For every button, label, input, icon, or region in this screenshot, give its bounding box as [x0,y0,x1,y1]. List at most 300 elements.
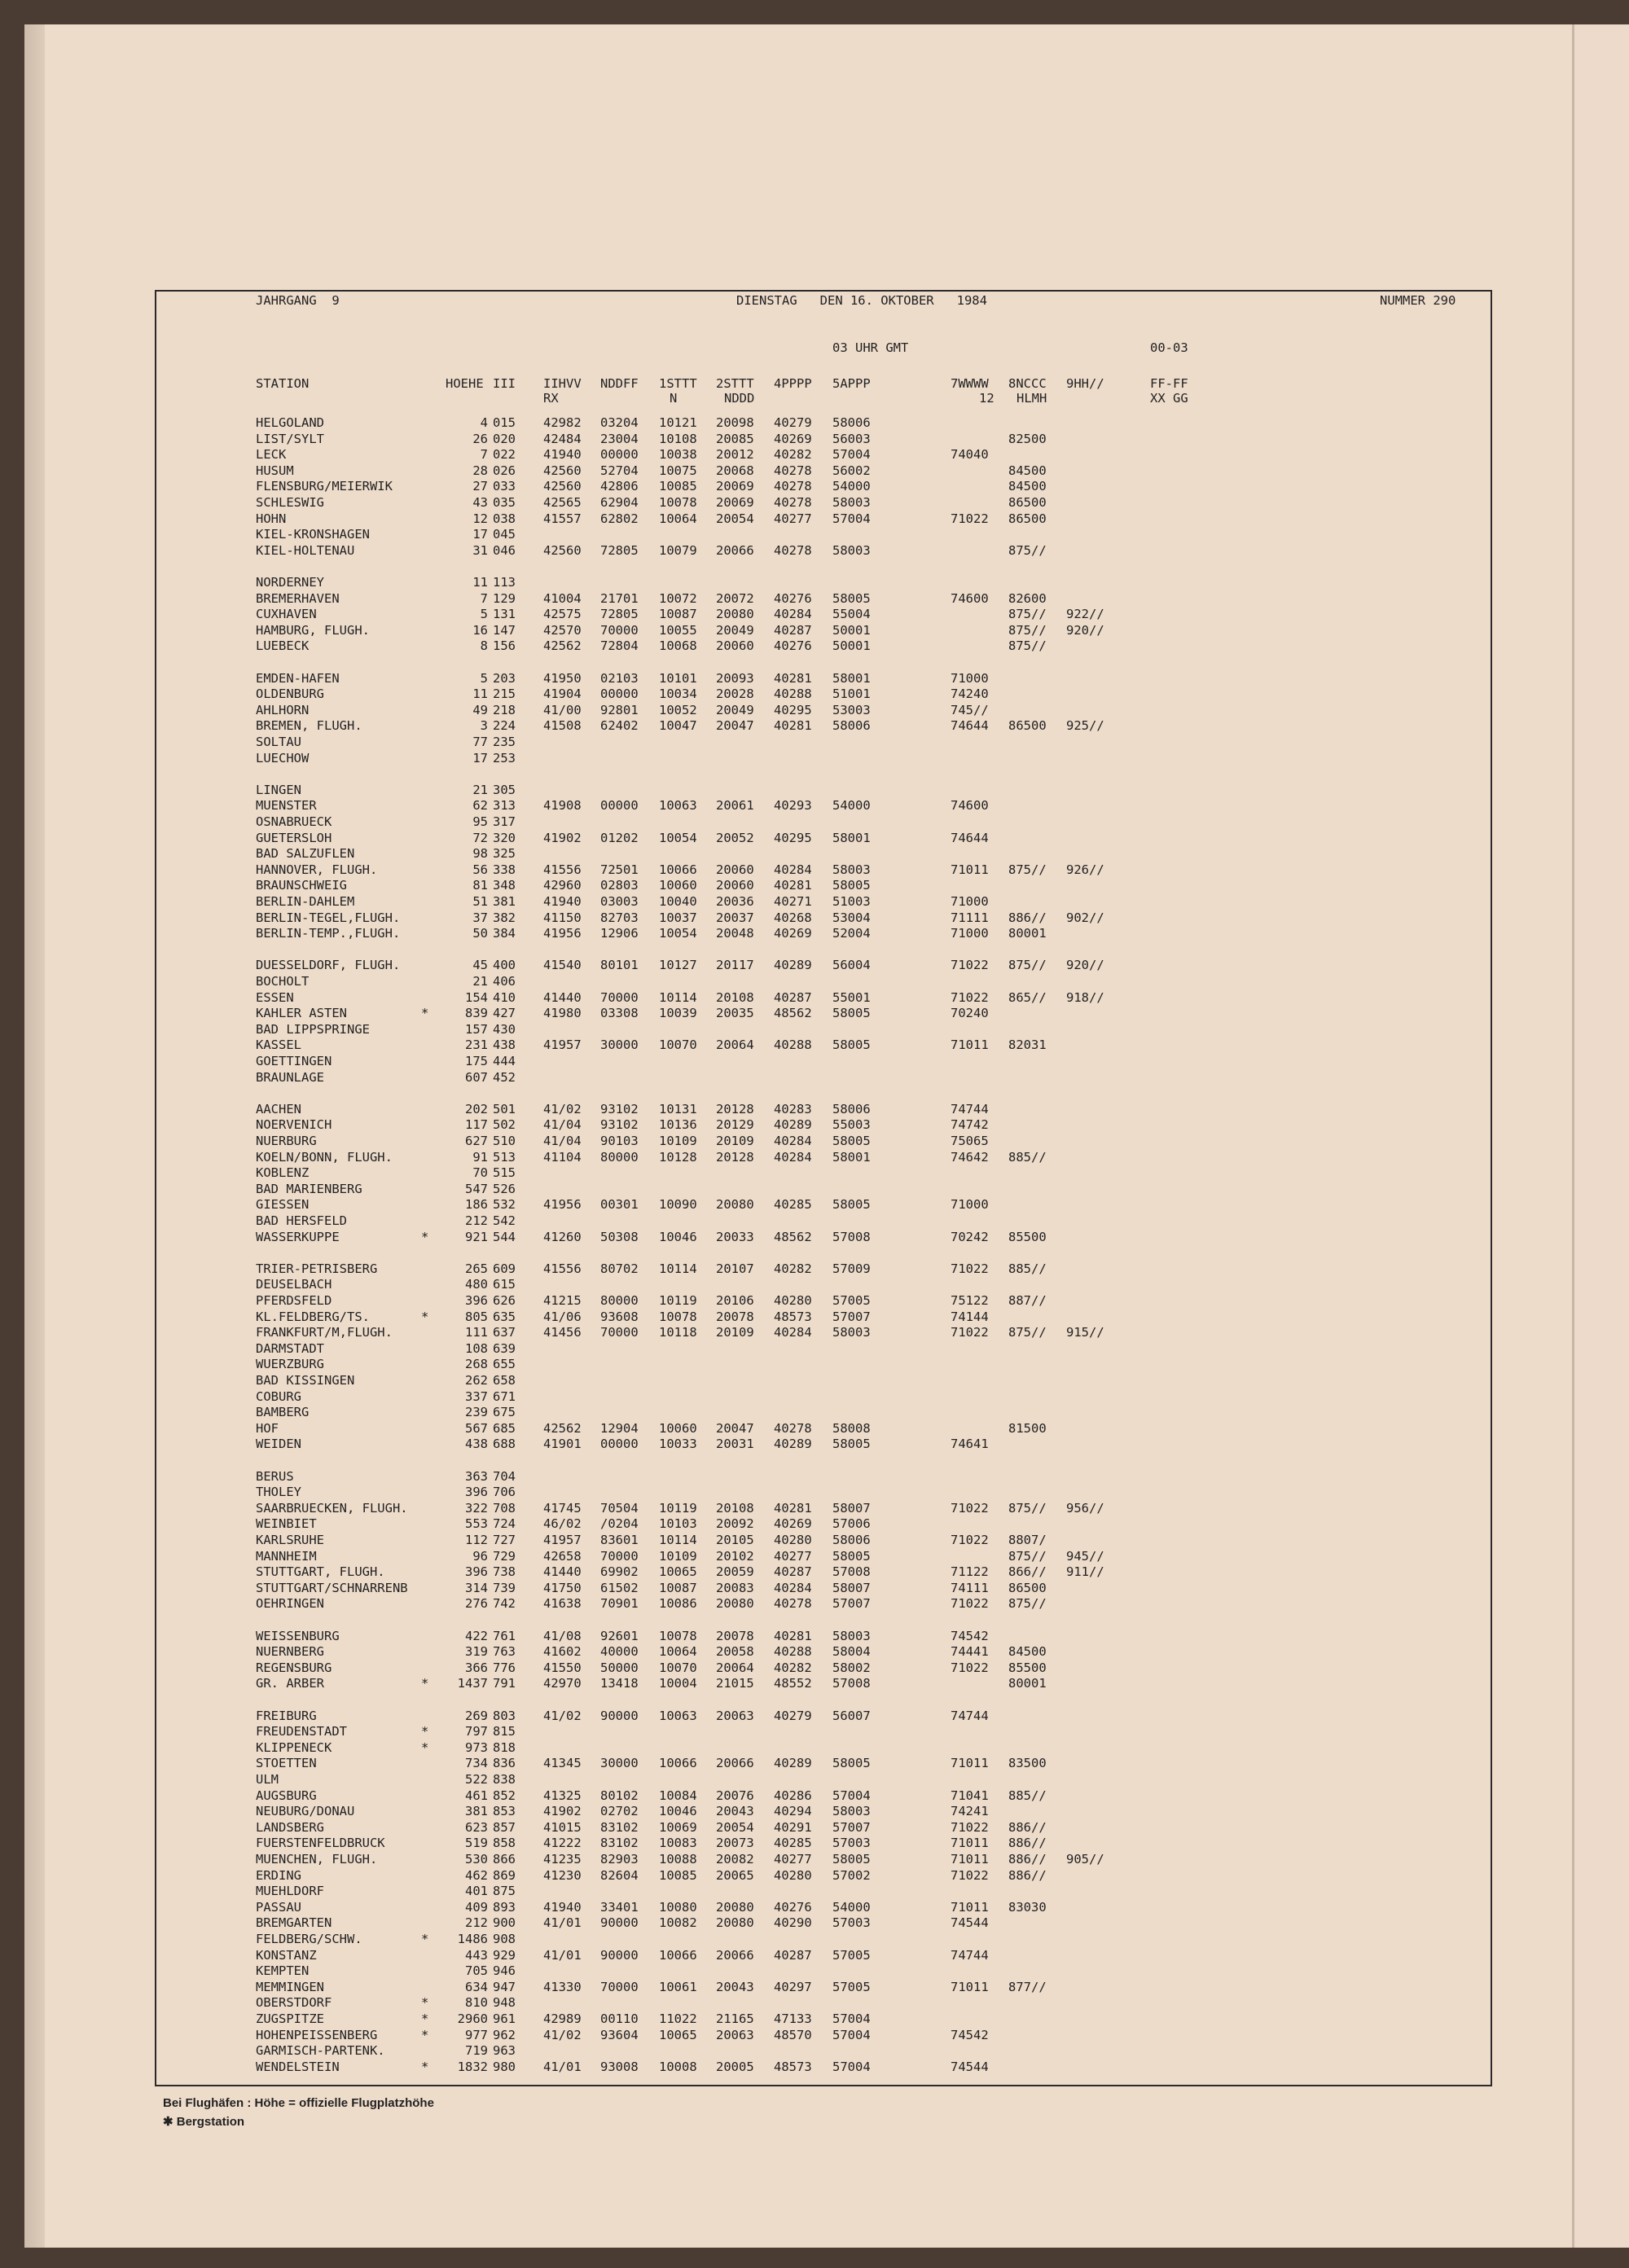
group-nddff: 21701 [600,590,639,606]
group-2sttt: 20043 [716,1979,754,1994]
station-height: 7 [480,447,488,463]
group-2sttt: 20066 [716,542,754,558]
station-name: AUGSBURG [256,1788,317,1803]
station-number: 410 [493,989,516,1005]
group-1sttt: 10078 [659,1309,697,1324]
station-height: 530 [465,1852,488,1867]
group-8nccc: 875// [1008,1325,1047,1340]
group-iihvv: 42960 [543,878,582,893]
group-8nccc: 8807/ [1008,1533,1047,1547]
station-number: 739 [493,1580,516,1595]
station-number: 675 [493,1405,516,1420]
group-1sttt: 10082 [659,1915,697,1931]
station-name: KIEL-KRONSHAGEN [256,527,370,542]
group-iihvv: 42982 [543,415,582,430]
group-nddff: 70000 [600,1325,639,1340]
station-height: 409 [465,1899,488,1915]
group-iihvv: 41104 [543,1149,582,1165]
group-1sttt: 10088 [659,1852,697,1867]
group-8nccc: 887// [1008,1293,1047,1308]
group-1sttt: 10085 [659,479,697,494]
table-row [156,718,1491,734]
station-number: 637 [493,1325,516,1340]
group-5appp: 58003 [832,862,871,877]
station-number: 203 [493,670,516,686]
station-name: GARMISCH-PARTENK. [256,2043,385,2059]
station-height: 112 [465,1533,488,1547]
group-5appp: 57003 [832,1915,871,1931]
station-name: NEUBURG/DONAU [256,1804,355,1819]
station-number: 929 [493,1947,516,1963]
group-nddff: 82903 [600,1852,639,1867]
group-7wwww: 71022 [951,511,989,526]
group-iihvv: 41230 [543,1867,582,1883]
group-8nccc: 875// [1008,1500,1047,1516]
group-1sttt: 10136 [659,1117,697,1133]
group-2sttt: 20047 [716,718,754,734]
station-number: 658 [493,1373,516,1388]
station-number: 532 [493,1197,516,1213]
table-row [156,1389,1491,1405]
table-row [156,527,1491,542]
group-nddff: 82703 [600,910,639,925]
table-row [156,1533,1491,1548]
group-2sttt: 20128 [716,1149,754,1165]
table-row [156,575,1491,590]
station-number: 026 [493,463,516,478]
group-7wwww: 74544 [951,2059,989,2074]
group-iihvv: 46/02 [543,1516,582,1532]
issue-number: NUMMER 290 [1380,293,1456,308]
station-height: 212 [465,1213,488,1228]
group-1sttt: 10084 [659,1788,697,1803]
station-name: WEISSENBURG [256,1628,340,1643]
station-name: MUEHLDORF [256,1884,324,1899]
station-height: 45 [472,958,488,973]
group-8nccc: 885// [1008,1788,1047,1803]
station-height: 111 [465,1325,488,1340]
station-number: 866 [493,1852,516,1867]
group-8nccc: 85500 [1008,1660,1047,1675]
group-iihvv: 41440 [543,1564,582,1580]
station-number: 382 [493,910,516,925]
group-9hh: 945// [1066,1548,1104,1564]
station-number: 626 [493,1293,516,1308]
group-nddff: /0204 [600,1516,639,1532]
table-row [156,1037,1491,1053]
group-iihvv: 41150 [543,910,582,925]
group-5appp: 58001 [832,670,871,686]
group-1sttt: 10087 [659,1580,697,1595]
group-4pppp: 40291 [774,1819,812,1835]
group-7wwww: 74144 [951,1309,989,1324]
group-5appp: 58008 [832,1420,871,1436]
time-range: 00-03 [1150,340,1188,355]
group-iihvv: 42970 [543,1676,582,1691]
table-row [156,1437,1491,1452]
station-name: BRAUNSCHWEIG [256,878,347,893]
station-height: 337 [465,1388,488,1404]
station-height: 117 [465,1117,488,1133]
group-iihvv: 41904 [543,687,582,702]
station-number: 688 [493,1437,516,1452]
col-7-head: 7WWWW [951,376,989,391]
table-row [156,1150,1491,1165]
row-gap [156,1086,1491,1101]
group-2sttt: 20012 [716,447,754,463]
group-2sttt: 20108 [716,989,754,1005]
group-2sttt: 20078 [716,1309,754,1324]
group-7wwww: 71041 [951,1788,989,1803]
group-4pppp: 40279 [774,415,812,430]
group-5appp: 58006 [832,415,871,430]
group-4pppp: 40269 [774,926,812,941]
group-5appp: 51001 [832,687,871,702]
group-2sttt: 20105 [716,1533,754,1547]
group-2sttt: 20047 [716,1420,754,1436]
station-height: 157 [465,1021,488,1037]
group-4pppp: 40288 [774,687,812,702]
group-5appp: 58005 [832,1548,871,1564]
group-iihvv: 42560 [543,463,582,478]
table-row [156,591,1491,607]
station-name: KIEL-HOLTENAU [256,542,355,558]
station-number: 815 [493,1724,516,1739]
group-iihvv: 41980 [543,1006,582,1021]
station-height: 276 [465,1596,488,1612]
group-7wwww: 71022 [951,1533,989,1547]
group-5appp: 58005 [832,878,871,893]
group-5appp: 56004 [832,958,871,973]
group-2sttt: 20036 [716,894,754,909]
station-number: 015 [493,415,516,430]
group-2sttt: 21015 [716,1676,754,1691]
group-9hh: 911// [1066,1564,1104,1580]
group-2sttt: 20092 [716,1516,754,1532]
group-8nccc: 885// [1008,1261,1047,1276]
group-8nccc: 886// [1008,1819,1047,1835]
group-7wwww: 74111 [951,1580,989,1595]
station-number: 655 [493,1357,516,1372]
table-row [156,1980,1491,1995]
group-4pppp: 40281 [774,878,812,893]
station-height: 16 [472,622,488,638]
group-2sttt: 20069 [716,495,754,510]
station-height: 480 [465,1277,488,1292]
group-7wwww: 74542 [951,2027,989,2042]
group-2sttt: 20102 [716,1548,754,1564]
group-1sttt: 10069 [659,1819,697,1835]
group-nddff: 00000 [600,798,639,814]
station-name: FREUDENSTADT [256,1724,347,1739]
row-gap [156,559,1491,574]
group-7wwww: 71022 [951,989,989,1005]
group-2sttt: 20108 [716,1500,754,1516]
row-gap [156,1453,1491,1468]
table-row [156,1293,1491,1309]
station-height: 4 [480,415,488,430]
station-name: BAD LIPPSPRINGE [256,1021,370,1037]
table-row [156,1357,1491,1372]
group-nddff: 70000 [600,622,639,638]
station-number: 857 [493,1819,516,1835]
group-iihvv: 41957 [543,1533,582,1547]
group-5appp: 55003 [832,1117,871,1133]
group-4pppp: 40281 [774,670,812,686]
group-iihvv: 41456 [543,1325,582,1340]
station-height: 381 [465,1804,488,1819]
station-number: 045 [493,527,516,542]
table-row [156,814,1491,830]
table-row [156,1995,1491,2011]
station-name: NUERBURG [256,1134,317,1148]
station-height: 705 [465,1963,488,1979]
group-nddff: 02702 [600,1804,639,1819]
group-2sttt: 20054 [716,1819,754,1835]
station-name: BAD KISSINGEN [256,1373,355,1388]
station-height: 212 [465,1915,488,1931]
group-2sttt: 20060 [716,878,754,893]
group-7wwww: 71111 [951,910,989,925]
group-1sttt: 10063 [659,798,697,814]
group-4pppp: 40278 [774,542,812,558]
group-iihvv: 42562 [543,638,582,654]
table-row [156,2011,1491,2027]
station-height: 921 [465,1229,488,1244]
station-height: 462 [465,1867,488,1883]
station-height: 422 [465,1628,488,1643]
group-2sttt: 20107 [716,1261,754,1276]
group-4pppp: 40289 [774,1437,812,1452]
station-number: 900 [493,1915,516,1931]
table-row [156,1549,1491,1564]
station-number: 980 [493,2059,516,2074]
group-4pppp: 40294 [774,1804,812,1819]
station-name: WASSERKUPPE [256,1229,340,1244]
group-1sttt: 10131 [659,1101,697,1116]
station-height: 3 [480,718,488,734]
col-4-sub: NDDD [724,391,755,406]
station-height: 438 [465,1437,488,1452]
station-name: TRIER-PETRISBERG [256,1261,378,1276]
group-7wwww: 74040 [951,447,989,463]
group-7wwww: 71022 [951,1500,989,1516]
group-5appp: 58006 [832,718,871,734]
station-number: 609 [493,1261,516,1276]
station-height: 175 [465,1054,488,1068]
table-row [156,1564,1491,1580]
group-7wwww: 74744 [951,1947,989,1963]
station-number: 317 [493,814,516,829]
group-9hh: 918// [1066,989,1104,1005]
group-5appp: 54000 [832,1899,871,1915]
station-height: 17 [472,527,488,542]
group-2sttt: 20072 [716,590,754,606]
group-5appp: 50001 [832,622,871,638]
group-nddff: 00301 [600,1197,639,1213]
group-1sttt: 10068 [659,638,697,654]
group-5appp: 53003 [832,702,871,717]
station-height: 627 [465,1134,488,1148]
group-1sttt: 10109 [659,1134,697,1148]
group-1sttt: 10090 [659,1197,697,1213]
table-row [156,958,1491,973]
group-4pppp: 40278 [774,463,812,478]
station-number: 325 [493,846,516,862]
station-number: 542 [493,1213,516,1228]
group-1sttt: 10127 [659,958,697,973]
group-4pppp: 40281 [774,718,812,734]
group-8nccc: 84500 [1008,479,1047,494]
group-7wwww: 71011 [951,1756,989,1771]
station-number: 215 [493,687,516,702]
station-number: 320 [493,830,516,845]
group-4pppp: 40289 [774,1756,812,1771]
station-name: FRANKFURT/M,FLUGH. [256,1325,393,1340]
group-4pppp: 40276 [774,638,812,654]
table-row [156,607,1491,622]
observation-time: 03 UHR GMT [832,340,909,355]
station-number: 853 [493,1804,516,1819]
station-number: 738 [493,1564,516,1580]
group-nddff: 80000 [600,1293,639,1308]
group-iihvv: 41602 [543,1644,582,1660]
station-name: KLIPPENECK [256,1739,332,1755]
group-4pppp: 40288 [774,1037,812,1053]
group-nddff: 93604 [600,2027,639,2042]
group-2sttt: 21165 [716,2011,754,2026]
station-name: BAD SALZUFLEN [256,846,355,862]
station-name: PFERDSFELD [256,1293,332,1308]
group-7wwww: 74644 [951,718,989,734]
col-2-head: NDDFF [600,376,639,391]
station-name: GUETERSLOH [256,830,332,845]
group-4pppp: 40285 [774,1836,812,1851]
station-name: PASSAU [256,1899,301,1915]
station-name: FUERSTENFELDBRUCK [256,1836,385,1851]
station-number: 908 [493,1932,516,1946]
group-4pppp: 40287 [774,622,812,638]
table-row [156,1006,1491,1021]
station-height: 49 [472,702,488,717]
group-7wwww: 71122 [951,1564,989,1580]
col-6-head: 5APPP [832,376,871,391]
group-nddff: 01202 [600,830,639,845]
group-iihvv: 41/00 [543,702,582,717]
station-height: 95 [472,814,488,829]
table-row [156,1900,1491,1915]
group-5appp: 56003 [832,431,871,446]
group-iihvv: 41/02 [543,2027,582,2042]
group-2sttt: 20066 [716,1756,754,1771]
group-4pppp: 40279 [774,1708,812,1723]
table-row [156,990,1491,1006]
station-height: 519 [465,1836,488,1851]
station-height: 1437 [457,1676,488,1691]
group-4pppp: 40280 [774,1293,812,1308]
group-8nccc: 875// [1008,542,1047,558]
group-1sttt: 10066 [659,862,697,877]
group-nddff: 93102 [600,1117,639,1133]
mountain-marker: * [421,1229,429,1244]
group-5appp: 58005 [832,1852,871,1867]
group-5appp: 58005 [832,590,871,606]
group-iihvv: 41235 [543,1852,582,1867]
station-name: LUEBECK [256,638,310,654]
group-5appp: 57004 [832,1788,871,1803]
station-number: 544 [493,1229,516,1244]
group-1sttt: 10064 [659,511,697,526]
station-name: BERUS [256,1468,294,1484]
group-2sttt: 20068 [716,463,754,478]
group-7wwww: 74642 [951,1149,989,1165]
group-7wwww: 70240 [951,1006,989,1021]
group-nddff: 80102 [600,1788,639,1803]
group-7wwww: 74644 [951,830,989,845]
station-number: 046 [493,542,516,558]
station-number: 113 [493,575,516,590]
group-1sttt: 10008 [659,2059,697,2074]
table-row [156,1341,1491,1357]
group-iihvv: 41956 [543,926,582,941]
station-number: 893 [493,1899,516,1915]
station-name: OLDENBURG [256,687,324,702]
table-row [156,1740,1491,1756]
table-row [156,1485,1491,1500]
table-row [156,846,1491,862]
table-row [156,1421,1491,1437]
group-2sttt: 20080 [716,607,754,622]
group-5appp: 55001 [832,989,871,1005]
group-7wwww: 71000 [951,894,989,909]
group-2sttt: 20052 [716,830,754,845]
table-row [156,1213,1491,1229]
group-iihvv: 42560 [543,479,582,494]
group-iihvv: 42484 [543,431,582,446]
group-5appp: 57006 [832,1516,871,1532]
group-nddff: 03308 [600,1006,639,1021]
group-1sttt: 10060 [659,878,697,893]
group-8nccc: 886// [1008,1867,1047,1883]
group-5appp: 58005 [832,1437,871,1452]
group-7wwww: 74600 [951,590,989,606]
group-1sttt: 10033 [659,1437,697,1452]
group-1sttt: 10114 [659,989,697,1005]
station-name: BAD HERSFELD [256,1213,347,1228]
group-1sttt: 10047 [659,718,697,734]
station-name: MUENCHEN, FLUGH. [256,1852,378,1867]
group-2sttt: 20069 [716,479,754,494]
table-row [156,1581,1491,1596]
group-7wwww: 71011 [951,1899,989,1915]
group-2sttt: 20054 [716,511,754,526]
station-height: 396 [465,1485,488,1500]
station-name: STUTTGART, FLUGH. [256,1564,385,1580]
group-nddff: 80000 [600,1149,639,1165]
station-name: HOF [256,1420,279,1436]
station-height: 70 [472,1165,488,1181]
group-2sttt: 20080 [716,1915,754,1931]
group-nddff: 13418 [600,1676,639,1691]
station-name: HANNOVER, FLUGH. [256,862,378,877]
station-name: KAHLER ASTEN [256,1006,347,1021]
group-iihvv: 41556 [543,1261,582,1276]
group-nddff: 33401 [600,1899,639,1915]
station-height: 567 [465,1420,488,1436]
station-name: HELGOLAND [256,415,324,430]
station-height: 265 [465,1261,488,1276]
group-nddff: 72805 [600,542,639,558]
